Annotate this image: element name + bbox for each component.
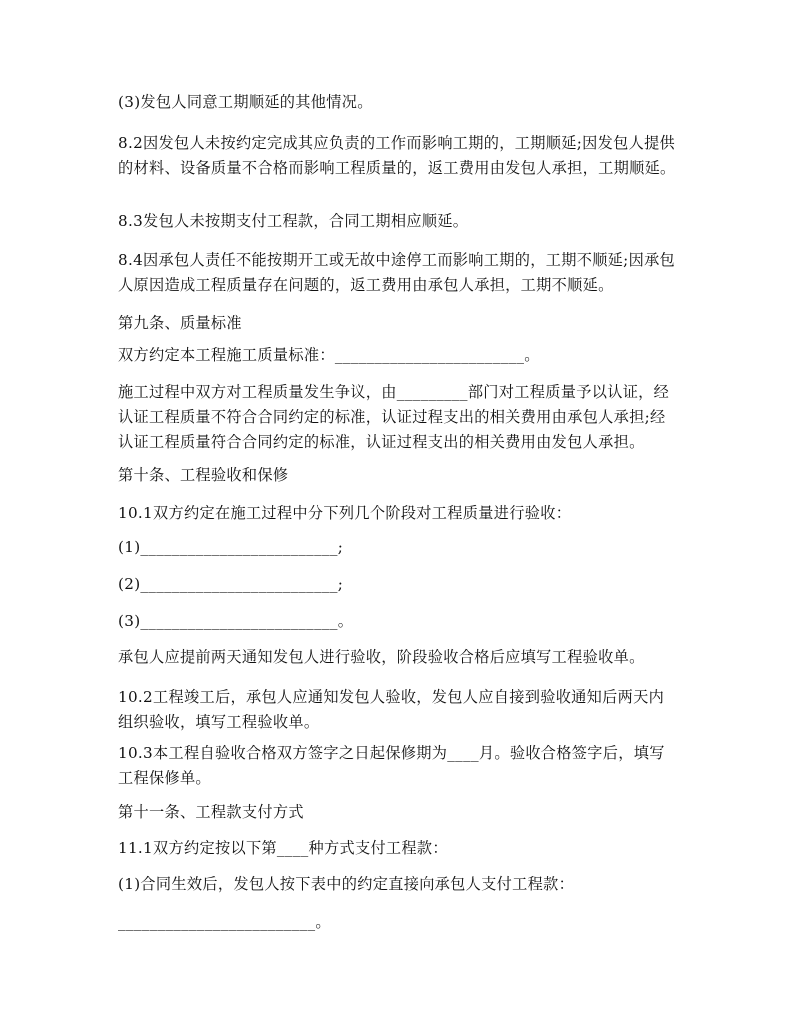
paragraph-acceptance-notice: 承包人应提前两天通知发包人进行验收，阶段验收合格后应填写工程验收单。 — [118, 648, 645, 666]
paragraph-extension-condition-3: (3)发包人同意工期顺延的其他情况。 — [118, 93, 373, 111]
paragraph-clause-10-2: 10.2工程竣工后，承包人应通知发包人验收，发包人应自接到验收通知后两天内组织验收，填写工程验收单。 — [118, 688, 665, 731]
heading-article-10-acceptance-warranty: 第十条、工程验收和保修 — [118, 466, 289, 484]
heading-article-9-quality-standard: 第九条、质量标准 — [118, 314, 242, 332]
paragraph-clause-10-1: 10.1双方约定在施工过程中分下列几个阶段对工程质量进行验收： — [118, 504, 572, 522]
paragraph-payment-method-1: (1)合同生效后，发包人按下表中的约定直接向承包人支付工程款： — [118, 875, 575, 893]
paragraph-clause-8-2: 8.2因发包人未按约定完成其应负责的工作而影响工期的，工期顺延;因发包人提供的材料、设备质量不合格而影响工程质量的，返工费用由发包人承担，工期顺延。 — [118, 134, 676, 177]
paragraph-acceptance-stage-3: (3)_________________________。 — [118, 612, 354, 630]
paragraph-clause-10-3: 10.3本工程自验收合格双方签字之日起保修期为____月。验收合格签字后，填写工程保修单。 — [118, 744, 665, 787]
paragraph-quality-standard-blank: 双方约定本工程施工质量标准：________________________。 — [118, 346, 540, 364]
paragraph-clause-8-4: 8.4因承包人责任不能按期开工或无故中途停工而影响工期的，工期不顺延;因承包人原因造成工程质量存在问题的，返工费用由承包人承担，工期不顺延。 — [118, 251, 676, 294]
paragraph-clause-11-1: 11.1双方约定按以下第____种方式支付工程款： — [118, 839, 448, 857]
paragraph-acceptance-stage-1: (1)_________________________; — [118, 538, 344, 556]
paragraph-clause-8-3: 8.3发包人未按期支付工程款，合同工期相应顺延。 — [118, 212, 469, 230]
paragraph-acceptance-stage-2: (2)_________________________; — [118, 575, 344, 593]
heading-article-11-payment-method: 第十一条、工程款支付方式 — [118, 803, 304, 821]
paragraph-payment-blank: _________________________。 — [118, 913, 331, 931]
paragraph-quality-dispute: 施工过程中双方对工程质量发生争议，由_________部门对工程质量予以认证，经认证工程质量不符合合同约定的标准，认证过程支出的相关费用由承包人承担;经认证工程质量符合合同约定的标准，认证过程支出的相关费用由发包人承担。 — [118, 383, 670, 451]
